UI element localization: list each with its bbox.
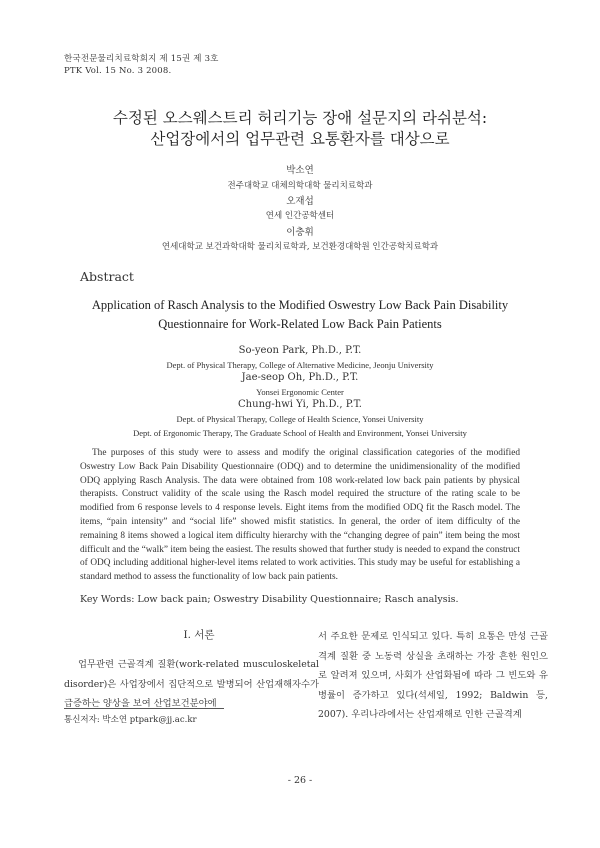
korean-author-1: 박소연 [286, 165, 314, 176]
english-author-3: Chung-hwi Yi, Ph.D., P.T. [238, 399, 362, 410]
english-affiliation-3: Dept. of Physical Therapy, College of Health Science, Yonsei University [176, 414, 424, 424]
korean-affiliation-3: 연세대학교 보건과학대학 물리치료학과, 보건환경대학원 인간공학치료학과 [161, 242, 439, 252]
journal-header-korean: 한국전문물리치료학회지 제 15권 제 3호 [64, 54, 219, 64]
abstract-heading: Abstract [80, 269, 134, 284]
section-heading-introduction: Ⅰ. 서론 [183, 629, 215, 641]
korean-affiliation-1: 전주대학교 대체의학대학 물리치료학과 [227, 181, 373, 191]
keywords: Key Words: Low back pain; Oswestry Disability Questionnaire; Rasch analysis. [80, 594, 459, 605]
english-author-2: Jae-seop Oh, Ph.D., P.T. [241, 372, 359, 383]
corresponding-author-footnote: 통신저자: 박소연 ptpark@jj.ac.kr [64, 715, 197, 725]
english-affiliation-1: Dept. of Physical Therapy, College of Alternative Medicine, Jeonju University [166, 360, 434, 370]
korean-author-3: 이충휘 [286, 227, 314, 238]
intro-right-column: 서 주요한 문제로 인식되고 있다. 특히 요통은 만성 근골격계 질환 중 노동력 상실을 초래하는 가장 흔한 원인으로 알려져 있으며, 사회가 산업화됨에 따라 그 빈도와 유병률이 증가하고 있다(석세일, 1992; Baldwin 등, 2007). 우리나라에서는 산업재해로 인한 근골격계 [318, 631, 548, 720]
abstract-body: The purposes of this study were to assess and modify the original classification categories of the modified Oswestry Low Back Pain Disability Questionnaire (ODQ) and to determine the unidimensionality of the modified ODQ applying Rasch Analysis. The data were obtained from 108 work-related low back pain patients by physical therapists. Construct validity of the scale using the Rasch model required the structure of the rating scale to be modified from 6 response levels to 4 response levels. Eight items from the modified ODQ fit the Rasch model. The items, “pain intensity” and “social life” showed misfit statistics. In general, the order of item difficulty of the remaining 8 items showed a logical item difficulty hierarchy with the “changing degree of pain” item being the most difficult and the “walk” item being the easiest. The results showed that further study is needed to expand the construct of ODQ including additional higher-level items related to work activities. This study may be useful for establishing a standard method to assess the functionality of low back pain patients. [80, 448, 520, 583]
journal-header-english: PTK Vol. 15 No. 3 2008. [64, 66, 172, 76]
korean-affiliation-2: 연세 인간공학센터 [265, 211, 335, 221]
english-affiliation-2: Yonsei Ergonomic Center [256, 387, 344, 397]
korean-author-2: 오재섭 [286, 196, 314, 207]
english-author-1: So-yeon Park, Ph.D., P.T. [238, 345, 362, 356]
page-number: - 26 - [287, 775, 313, 786]
footnote-divider [64, 708, 224, 709]
english-affiliation-4: Dept. of Ergonomic Therapy, The Graduate School of Health and Environment, Yonsei University [133, 428, 467, 438]
english-title-line1: Application of Rasch Analysis to the Modified Oswestry Low Back Pain Disability [91, 298, 509, 312]
intro-left-column: 업무관련 근골격계 질환(work-related musculoskeletal disorder)은 사업장에서 집단적으로 발병되어 산업재해자수가 급증하는 양상을 보여 산업보건분야에 [64, 659, 319, 709]
korean-title-line2: 산업장에서의 업무관련 요통환자를 대상으로 [150, 130, 450, 148]
english-title-line2: Questionnaire for Work-Related Low Back Pain Patients [158, 317, 442, 331]
korean-title-line1: 수정된 오스웨스트리 허리기능 장애 설문지의 라쉬분석: [112, 109, 488, 127]
